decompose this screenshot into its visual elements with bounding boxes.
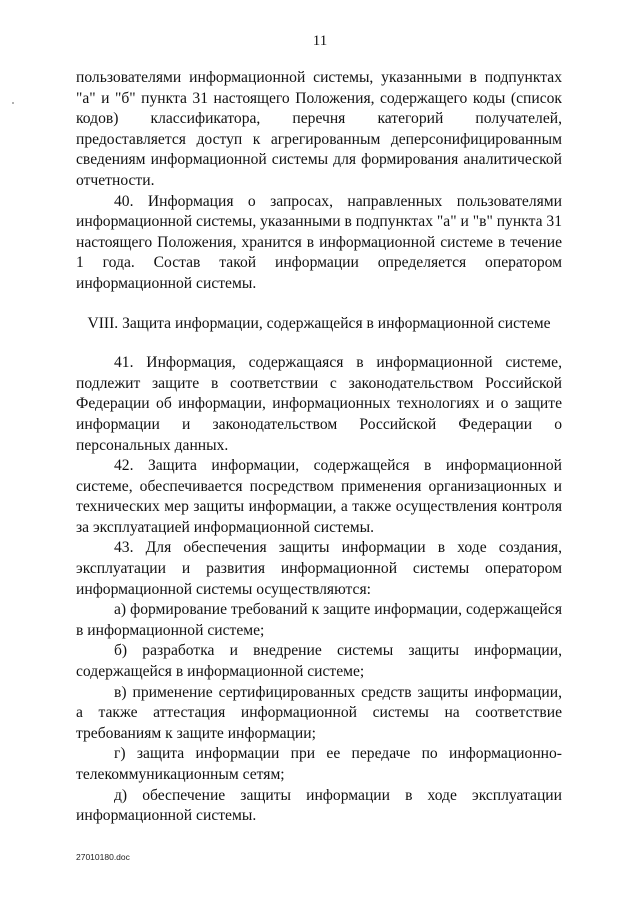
paragraph: б) разработка и внедрение системы защиты информации, содержащейся в информационной системе;: [76, 642, 562, 681]
paragraph: а) формирование требований к защите информации, содержащейся в информационной системе;: [76, 601, 562, 639]
paragraph: в) применение сертифицированных средств защиты информации, а также аттестация информационной системы на соответствие требованиям к защите информации;: [76, 683, 562, 742]
paragraph: 42. Защита информации, содержащейся в информационной системе, обеспечивается посредством применения организационных и технических мер защиты информации, а также осуществления контроля за эксплуатацией информационной системы.: [76, 457, 562, 536]
paragraph: 43. Для обеспечения защиты информации в ходе создания, эксплуатации и развития информационной системы оператором информационной системы осуществляются:: [76, 539, 562, 598]
section-heading: VIII. Защита информации, содержащейся в информационной системе: [87, 314, 551, 332]
paragraph: 40. Информация о запросах, направленных пользователями информационной системы, указанными в подпунктах "а" и "в" пункта 31 настоящего Положения, хранится в информационной системе в течение 1 года. Состав такой информации определяется оператором информационной системы.: [76, 192, 562, 292]
paragraph: д) обеспечение защиты информации в ходе эксплуатации информационной системы.: [76, 786, 562, 825]
footer-document-code: 27010180.doc: [76, 852, 130, 862]
scan-speck: [12, 102, 14, 104]
page-number: 11: [312, 33, 328, 49]
paragraphs-before: [76, 68, 562, 295]
paragraph: 41. Информация, содержащаяся в информационной системе, подлежит защите в соответствии с законодательством Российской Федерации об информации, информационных технологиях и о защите информации и законодательством Российской Федерации о персональных данных.: [76, 354, 562, 454]
paragraph: г) защита информации при ее передаче по информационно-телекоммуникационным сетям;: [76, 745, 562, 783]
paragraph: пользователями информационной системы, указанными в подпунктах "а" и "б" пункта 31 настоящего Положения, содержащего коды (список кодов) классификатора, перечня категорий получателей, предоставляется доступ к агрегированным деперсонифицированным сведениям информационной системы для формирования аналитической отчетности.: [76, 69, 562, 189]
paragraphs-after: [76, 353, 562, 827]
document-body: [76, 68, 562, 827]
